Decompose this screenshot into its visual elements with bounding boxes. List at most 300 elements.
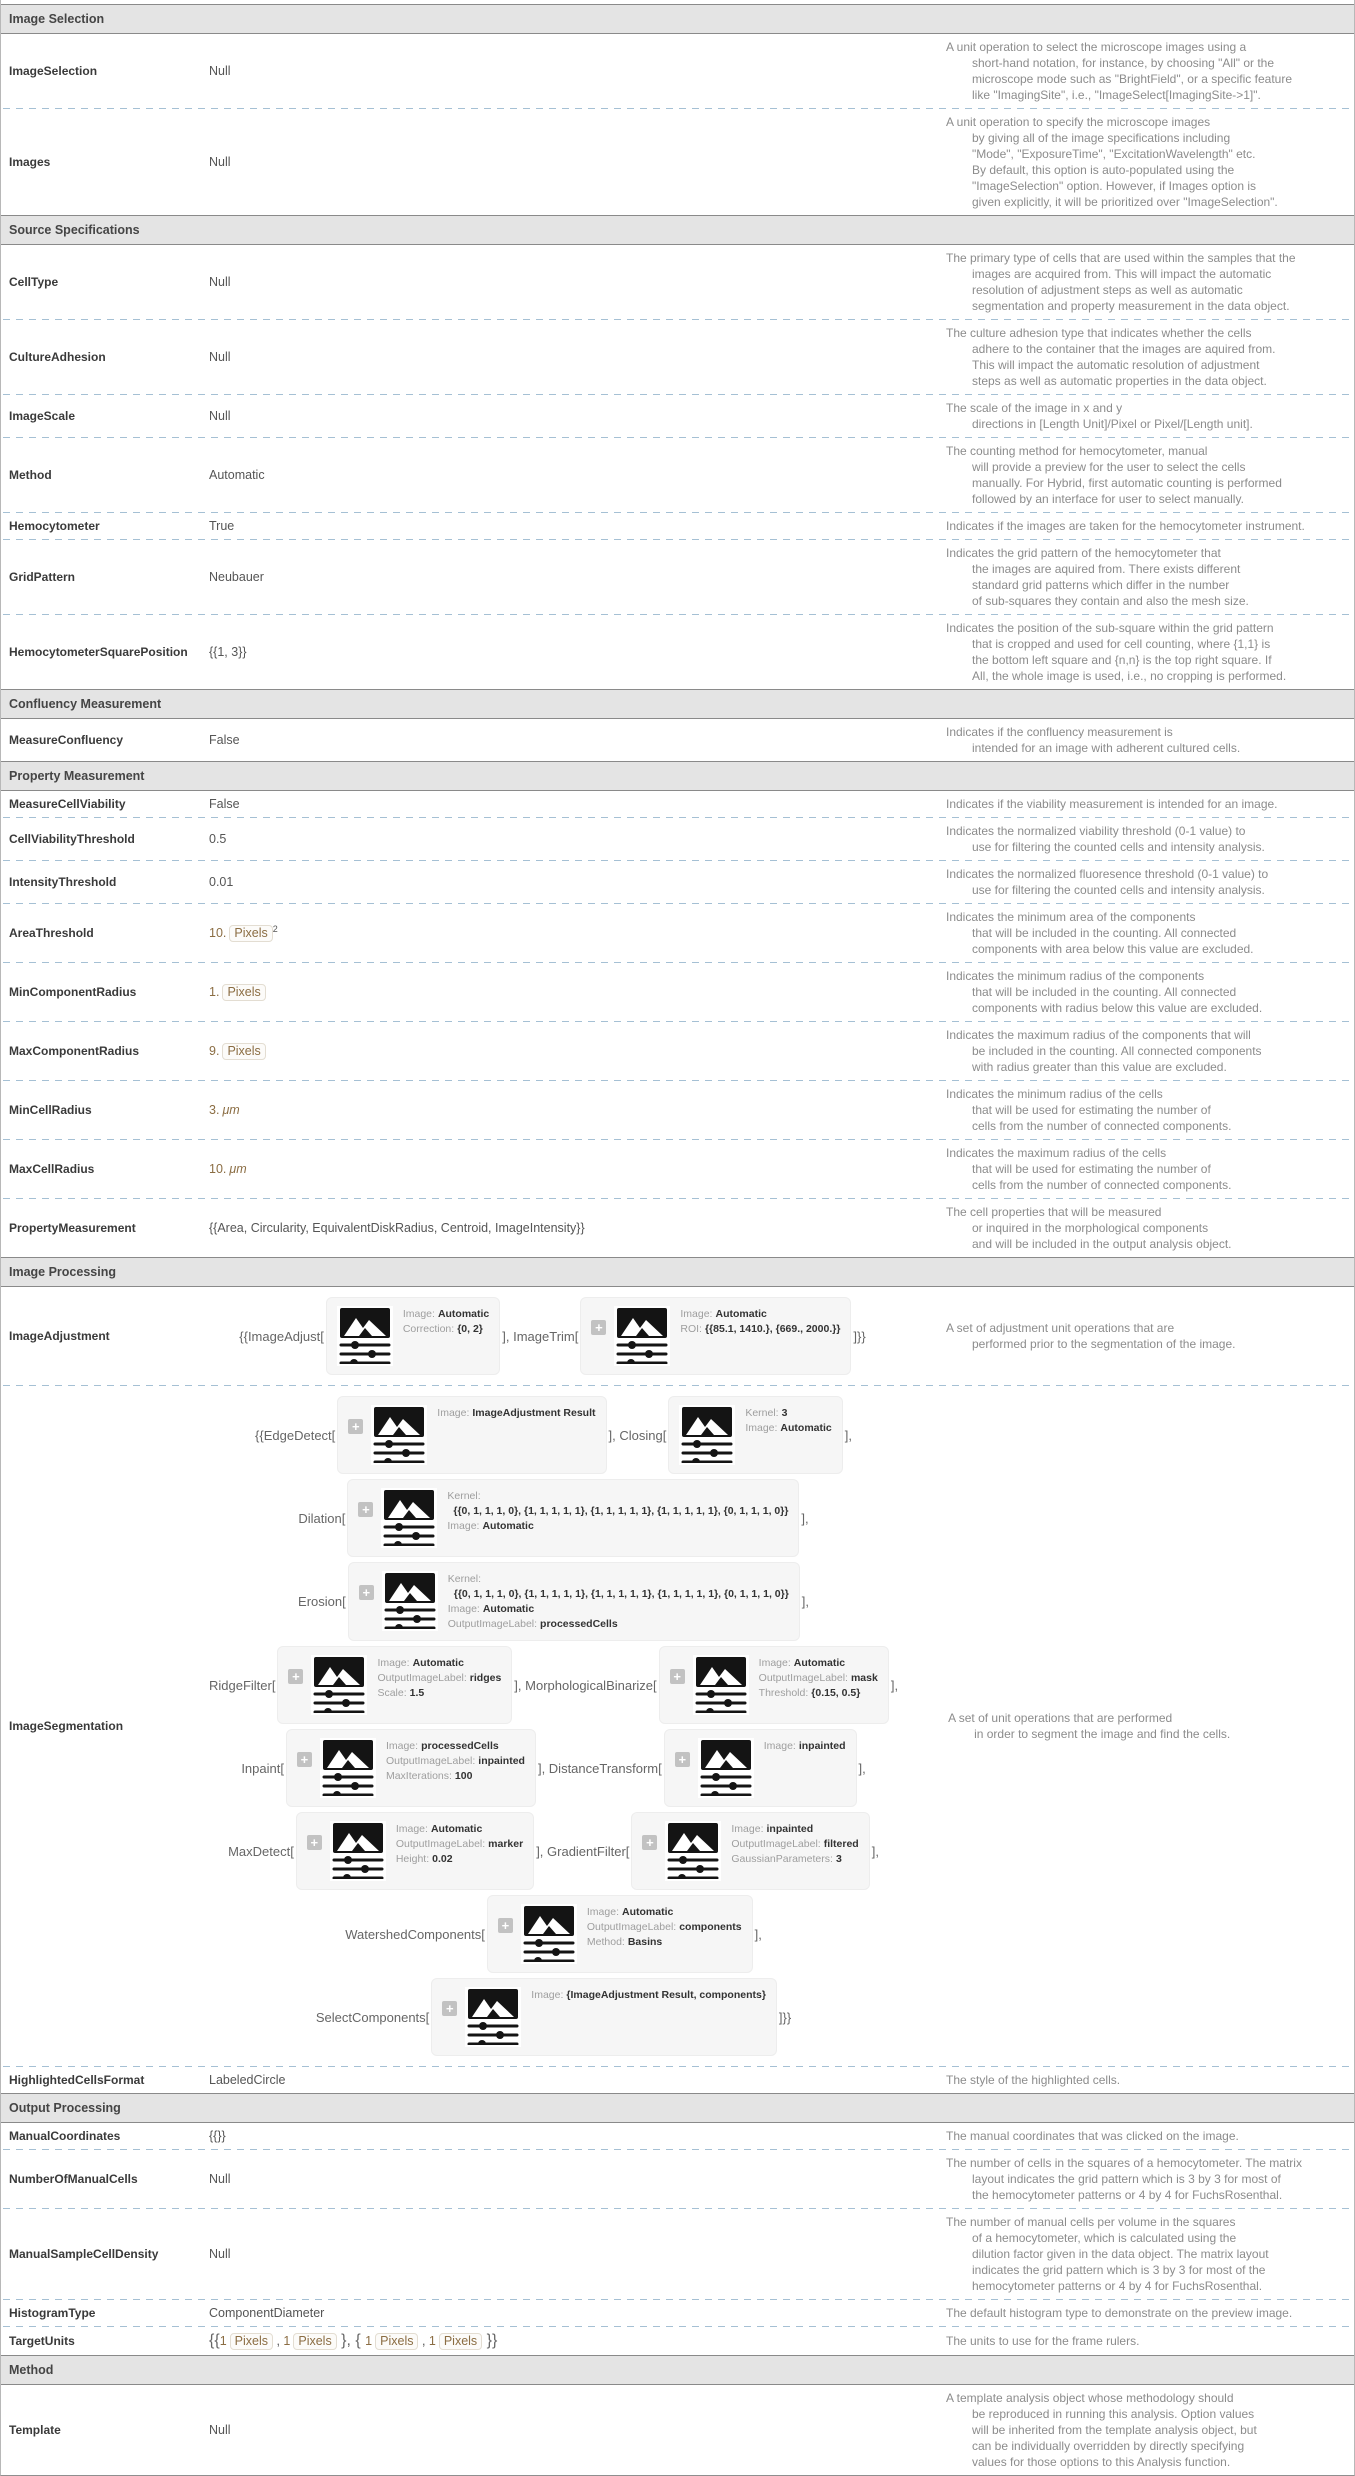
param-value: ImageAdjustment Result <box>472 1407 596 1419</box>
option-value <box>209 350 946 364</box>
unit-label: Pixels <box>222 1043 265 1060</box>
description-line: All, the whole image is used, i.e., no cropping is performed. <box>972 669 1287 683</box>
operation-param <box>448 1602 789 1617</box>
operation-param <box>377 1686 501 1701</box>
option-row <box>1 818 1354 860</box>
description-line: "Mode", "ExposureTime", "ExcitationWavelength" etc. <box>972 147 1256 161</box>
param-label: Image: <box>377 1657 410 1669</box>
option-row <box>1 2067 1354 2093</box>
expression-text: ], ImageTrim[ <box>502 1328 579 1344</box>
option-description <box>946 796 1346 812</box>
operation-param <box>764 1739 846 1754</box>
description-line: Indicates the minimum radius of the components <box>946 969 1205 983</box>
operation-params <box>448 1571 789 1632</box>
option-name: MinComponentRadius <box>9 985 137 999</box>
param-label: Scale: <box>377 1687 407 1699</box>
option-description <box>946 2072 1346 2088</box>
description-line: in order to segment the image and find the cells. <box>974 1727 1231 1741</box>
param-value: ridges <box>469 1672 502 1684</box>
option-row <box>1 1140 1354 1198</box>
option-name: Images <box>9 155 51 169</box>
param-value: Automatic <box>622 1906 674 1918</box>
option-name: HighlightedCellsFormat <box>9 2073 145 2087</box>
param-label: GaussianParameters: <box>731 1853 833 1865</box>
description-line: or inquired in the morphological components <box>972 1221 1209 1235</box>
option-description <box>946 250 1346 314</box>
option-row <box>1 2150 1354 2208</box>
section-header <box>1 2355 1354 2385</box>
description-line: segmentation and property measurement in the data object. <box>972 299 1290 313</box>
description-line: will be inherited from the template analysis object, but <box>972 2423 1257 2437</box>
expression-line <box>209 1895 898 1973</box>
unit-operation-box <box>431 1978 777 2056</box>
param-label: OutputImageLabel: <box>385 1755 476 1767</box>
description-line: "ImageSelection" option. However, if Images option is <box>972 179 1257 193</box>
description-line: by giving all of the image specifications including <box>972 131 1231 145</box>
description-line: directions in [Length Unit]/Pixel or Pixel/[Length unit]. <box>972 417 1253 431</box>
option-name: PropertyMeasurement <box>9 1221 136 1235</box>
param-label: Image: <box>447 1603 480 1615</box>
description-line: Indicates the position of the sub-square within the grid pattern <box>946 621 1274 635</box>
option-row <box>1 513 1354 539</box>
unit-operation-box <box>347 1479 799 1557</box>
description-line: like "ImagingSite", i.e., "ImageSelect[ImagingSite->1]". <box>972 88 1261 102</box>
param-label: Threshold: <box>758 1687 809 1699</box>
param-label: MaxIterations: <box>385 1770 452 1782</box>
param-value: mask <box>850 1672 878 1684</box>
description-line: and will be included in the output analysis object. <box>972 1237 1232 1251</box>
description-line: The style of the highlighted cells. <box>946 2073 1121 2087</box>
description-line: steps as well as automatic properties in the data object. <box>972 374 1267 388</box>
description-line: This will impact the automatic resolution of adjustment <box>972 358 1260 372</box>
param-value: Automatic <box>715 1308 767 1320</box>
option-description <box>946 2333 1346 2349</box>
option-name: IntensityThreshold <box>9 875 117 889</box>
option-description <box>946 1086 1346 1134</box>
description-line: that will be used for estimating the number of <box>972 1162 1211 1176</box>
param-label: OutputImageLabel: <box>377 1672 467 1684</box>
param-value: {0.15, 0.5} <box>811 1687 861 1699</box>
operation-params <box>587 1904 742 1950</box>
value-text: True <box>209 519 235 533</box>
expression-text: {{EdgeDetect[ <box>255 1427 336 1443</box>
description-line: dilution factor given in the data object. The matrix layout <box>972 2247 1269 2261</box>
value-text: Null <box>209 409 231 423</box>
expand-plus-icon[interactable]: + <box>442 2001 457 2016</box>
option-value <box>209 570 946 584</box>
param-value: marker <box>488 1838 524 1850</box>
expression-text: WatershedComponents[ <box>345 1926 485 1942</box>
param-label: Kernel: <box>447 1573 482 1585</box>
value-text: 0.01 <box>209 875 234 889</box>
unit-operation-box <box>659 1646 889 1724</box>
description-line: The manual coordinates that was clicked on the image. <box>946 2129 1239 2143</box>
unit-label: Pixels <box>293 2333 336 2350</box>
image-operation-icon <box>337 1306 393 1366</box>
operation-param <box>396 1837 523 1852</box>
operation-params <box>403 1306 489 1337</box>
expression-text: RidgeFilter[ <box>209 1677 276 1693</box>
description-line: intended for an image with adherent cultured cells. <box>972 741 1241 755</box>
expression-text: ]}} <box>778 2009 792 2025</box>
image-operation-icon <box>521 1904 577 1964</box>
unit-label: Pixels <box>439 2333 482 2350</box>
brace: {{ <box>209 2332 220 2349</box>
option-name: TargetUnits <box>9 2334 75 2348</box>
unit-operation-box <box>296 1812 534 1890</box>
description-line: use for filtering the counted cells and intensity analysis. <box>972 840 1265 854</box>
section-header <box>1 2093 1354 2123</box>
description-line: that will be included in the counting. All connected <box>972 985 1237 999</box>
description-line: The culture adhesion type that indicates whether the cells <box>946 326 1252 340</box>
option-row <box>1 540 1354 614</box>
unit-operation-box <box>631 1812 869 1890</box>
option-row <box>1 1081 1354 1139</box>
param-label: Image: <box>763 1740 796 1752</box>
description-line: cells from the number of connected components. <box>972 1119 1232 1133</box>
description-line: layout indicates the grid pattern which is 3 by 3 for most of <box>972 2172 1281 2186</box>
operation-param <box>448 1617 789 1632</box>
expression-line <box>209 1729 898 1807</box>
param-value: processedCells <box>421 1740 499 1752</box>
expression-text: Erosion[ <box>298 1594 346 1609</box>
expression-text: ], Closing[ <box>608 1427 667 1443</box>
description-line: The scale of the image in x and y <box>946 401 1123 415</box>
value-number: 1. <box>209 984 220 999</box>
option-row <box>1 615 1354 689</box>
image-operation-icon <box>382 1571 438 1631</box>
expand-plus-icon[interactable]: + <box>642 1835 657 1850</box>
option-description <box>946 620 1346 684</box>
description-line: The primary type of cells that are used within the samples that the <box>946 251 1296 265</box>
expand-plus-icon[interactable]: + <box>358 1502 373 1517</box>
option-value <box>209 275 946 289</box>
operation-param <box>377 1656 501 1671</box>
option-value <box>209 1292 946 1380</box>
option-name: ManualSampleCellDensity <box>9 2247 159 2261</box>
expression-text: Inpaint[ <box>241 1760 284 1776</box>
section-title: Image Processing <box>9 1265 116 1279</box>
value-text: LabeledCircle <box>209 2073 286 2087</box>
description-line: Indicates the minimum area of the components <box>946 910 1196 924</box>
description-line: be included in the counting. All connected components <box>972 1044 1262 1058</box>
operation-param <box>531 1988 766 2003</box>
operation-param <box>759 1656 878 1671</box>
expression-line <box>209 1978 898 2056</box>
image-operation-icon <box>320 1738 376 1798</box>
param-label-row <box>447 1489 788 1504</box>
expression-text: {{ImageAdjust[ <box>239 1328 324 1344</box>
description-line: performed prior to the segmentation of the image. <box>972 1337 1236 1351</box>
description-line: A template analysis object whose methodology should <box>946 2391 1234 2405</box>
option-value <box>209 924 946 942</box>
value-text: Null <box>209 2172 231 2186</box>
param-label: OutputImageLabel: <box>586 1921 677 1933</box>
operation-param <box>680 1307 840 1322</box>
option-name: ImageSegmentation <box>9 1719 124 1733</box>
image-operation-icon <box>371 1405 427 1465</box>
description-line: Indicates the minimum radius of the cells <box>946 1087 1163 1101</box>
option-description <box>946 2390 1346 2470</box>
operation-params <box>745 1405 831 1436</box>
description-line: adhere to the container that the images are aquired from. <box>972 342 1276 356</box>
image-operation-icon <box>311 1655 367 1715</box>
description-line: the hemocytometer patterns or 4 by 4 for FuchsRosenthal. <box>972 2188 1283 2202</box>
description-line: the bottom left square and {n,n} is the top right square. If <box>972 653 1272 667</box>
expression-text: ], <box>844 1427 852 1443</box>
option-value <box>209 2332 946 2350</box>
description-line: The cell properties that will be measured <box>946 1205 1162 1219</box>
description-line: Indicates the normalized viability threshold (0-1 value) to <box>946 824 1246 838</box>
option-value <box>209 2073 946 2087</box>
param-value: components <box>679 1921 742 1933</box>
operation-params <box>759 1655 878 1701</box>
param-label: OutputImageLabel: <box>395 1838 486 1850</box>
operation-params <box>386 1738 525 1784</box>
description-line: A unit operation to select the microscope images using a <box>946 40 1247 54</box>
expand-plus-icon[interactable]: + <box>359 1585 374 1600</box>
description-line: Indicates the grid pattern of the hemocytometer that <box>946 546 1221 560</box>
param-label: Image: <box>680 1308 713 1320</box>
expand-plus-icon[interactable]: + <box>297 1752 312 1767</box>
option-name: AreaThreshold <box>9 926 94 940</box>
option-name: HemocytometerSquarePosition <box>9 645 188 659</box>
param-label: Image: <box>385 1740 419 1752</box>
option-value <box>209 2306 946 2320</box>
image-operation-icon <box>614 1306 670 1366</box>
operation-param <box>386 1769 525 1784</box>
description-line: given explicitly, it will be prioritized over "ImageSelection". <box>972 195 1278 209</box>
unit-operation-box <box>664 1729 857 1807</box>
description-line: will provide a preview for the user to select the cells <box>972 460 1246 474</box>
image-operation-icon <box>665 1821 721 1881</box>
option-row <box>1 395 1354 437</box>
option-value <box>209 1103 946 1117</box>
param-label-row <box>448 1572 789 1587</box>
option-value <box>209 468 946 482</box>
param-label: Method: <box>586 1936 625 1948</box>
param-value: 3 <box>781 1407 788 1419</box>
value-text: Null <box>209 2423 231 2437</box>
expression-text: Dilation[ <box>298 1510 346 1526</box>
value-text: Null <box>209 275 231 289</box>
expand-plus-icon[interactable]: + <box>288 1669 303 1684</box>
param-value: Automatic <box>412 1657 464 1669</box>
option-row <box>1 2300 1354 2326</box>
description-line: A set of adjustment unit operations that are <box>946 1321 1175 1335</box>
operation-param <box>587 1905 742 1920</box>
description-line: microscope mode such as "BrightField", or a specific feature <box>972 72 1292 86</box>
unit-label: Pixels <box>229 925 272 942</box>
description-line: Indicates the normalized fluoresence threshold (0-1 value) to <box>946 867 1269 881</box>
expand-plus-icon[interactable]: + <box>348 1419 363 1434</box>
param-label: OutputImageLabel: <box>758 1672 848 1684</box>
expression-text: ]}} <box>853 1328 866 1344</box>
param-value: filtered <box>823 1838 859 1850</box>
value-text: Null <box>209 64 231 78</box>
value-text: , <box>272 2334 284 2348</box>
value-number: 1 <box>219 2334 227 2348</box>
value-number: 10. <box>209 926 227 941</box>
option-name: CultureAdhesion <box>9 350 106 364</box>
option-row <box>1 1386 1354 2066</box>
expression-line <box>209 1479 898 1557</box>
option-value <box>209 64 946 78</box>
operation-params <box>731 1821 858 1867</box>
param-label: Image: <box>758 1657 791 1669</box>
expand-plus-icon[interactable]: + <box>670 1669 685 1684</box>
option-row <box>1 1022 1354 1080</box>
description-line: standard grid patterns which differ in the number <box>972 578 1230 592</box>
option-value <box>209 155 946 169</box>
param-value: {{85.1, 1410.}, {669., 2000.}} <box>704 1323 841 1335</box>
option-description <box>946 823 1346 855</box>
option-value <box>209 875 946 889</box>
image-operation-icon <box>693 1655 749 1715</box>
option-row <box>1 2385 1354 2475</box>
option-description <box>946 518 1346 534</box>
value-text: Null <box>209 2247 231 2261</box>
section-header <box>1 215 1354 245</box>
value-number: 3. <box>209 1103 220 1117</box>
unit-operation-box <box>326 1297 500 1375</box>
operation-param <box>396 1822 523 1837</box>
description-line: cells from the number of connected components. <box>972 1178 1232 1192</box>
option-value <box>209 519 946 533</box>
option-name: MaxComponentRadius <box>9 1044 140 1058</box>
operation-params <box>764 1738 846 1754</box>
description-line: images are acquired from. This will impact the automatic <box>972 267 1272 281</box>
option-name: MeasureConfluency <box>9 733 124 747</box>
unit-label: μm <box>229 1162 247 1176</box>
description-line: Indicates if the viability measurement is intended for an image. <box>946 797 1278 811</box>
param-value: Automatic <box>430 1823 483 1835</box>
section-title: Method <box>9 2363 54 2377</box>
value-text: ComponentDiameter <box>209 2306 325 2320</box>
option-name: ImageSelection <box>9 64 98 78</box>
option-description <box>946 1204 1346 1252</box>
section-header <box>1 4 1354 34</box>
operation-param <box>377 1671 501 1686</box>
param-label: Image: <box>745 1422 778 1434</box>
description-line: components with area below this value are excluded. <box>972 942 1254 956</box>
option-description <box>948 1710 1348 1742</box>
param-label: Height: <box>395 1853 430 1865</box>
value-text: {{Area, Circularity, EquivalentDiskRadius, Centroid, ImageIntensity}} <box>209 1221 585 1235</box>
operation-param <box>447 1519 788 1534</box>
expression-line <box>209 1812 898 1890</box>
param-value: Basins <box>627 1936 663 1948</box>
param-value: inpainted <box>766 1823 814 1835</box>
section-title: Output Processing <box>9 2101 121 2115</box>
option-description <box>946 2155 1346 2203</box>
section-title: Source Specifications <box>9 223 140 237</box>
image-operation-icon <box>465 1987 521 2047</box>
value-text: Neubauer <box>209 570 264 584</box>
option-name: Template <box>9 2423 61 2437</box>
value-number: 1 <box>365 2334 373 2348</box>
expression-text: ], DistanceTransform[ <box>537 1760 662 1776</box>
param-value: Automatic <box>482 1520 534 1532</box>
param-value: 1.5 <box>409 1687 425 1699</box>
expression-line <box>209 1562 898 1641</box>
option-row <box>1 438 1354 512</box>
param-label: Image: <box>731 1823 764 1835</box>
option-name: ImageScale <box>9 409 76 423</box>
option-description <box>946 39 1346 103</box>
section-title: Confluency Measurement <box>9 697 162 711</box>
option-value <box>209 797 946 811</box>
expand-plus-icon[interactable]: + <box>591 1320 606 1335</box>
description-line: that is cropped and used for cell counting, where {1,1} is <box>972 637 1271 651</box>
operation-param <box>386 1739 525 1754</box>
operation-param <box>403 1307 489 1322</box>
option-row <box>1 861 1354 903</box>
operation-params <box>396 1821 523 1867</box>
param-label: OutputImageLabel: <box>731 1838 821 1850</box>
unit-operation-box <box>580 1297 851 1375</box>
brace: }, { <box>336 2332 366 2349</box>
value-text: False <box>209 733 240 747</box>
option-row <box>1 719 1354 761</box>
operation-param <box>587 1920 742 1935</box>
option-description <box>946 909 1346 957</box>
option-value <box>209 1391 948 2061</box>
option-value <box>209 1221 946 1235</box>
expand-plus-icon[interactable]: + <box>675 1752 690 1767</box>
param-label: ROI: <box>680 1323 702 1335</box>
expression-text: ], <box>801 1594 810 1609</box>
param-value: inpainted <box>798 1740 846 1752</box>
image-operation-icon <box>698 1738 754 1798</box>
option-name: CellViabilityThreshold <box>9 832 135 846</box>
operation-params <box>531 1987 766 2003</box>
operation-params <box>377 1655 501 1701</box>
description-line: The default histogram type to demonstrate on the preview image. <box>946 2306 1293 2320</box>
operation-param <box>680 1322 840 1337</box>
option-description <box>946 2305 1346 2321</box>
option-row <box>1 2123 1354 2149</box>
option-name: MinCellRadius <box>9 1103 92 1117</box>
option-value <box>209 1043 946 1060</box>
option-description <box>946 2214 1346 2294</box>
param-label: OutputImageLabel: <box>447 1618 538 1630</box>
option-description <box>946 968 1346 1016</box>
expand-plus-icon[interactable]: + <box>498 1918 513 1933</box>
option-row <box>1 320 1354 394</box>
expression-text: ], <box>754 1926 762 1942</box>
operation-param <box>396 1852 523 1867</box>
operation-param <box>745 1406 831 1421</box>
section-header <box>1 761 1354 791</box>
description-line: The units to use for the frame rulers. <box>946 2334 1140 2348</box>
option-description <box>946 443 1346 507</box>
param-label: Image: <box>447 1520 480 1532</box>
param-value: 100 <box>454 1770 473 1782</box>
operation-params <box>680 1306 840 1337</box>
param-value: Automatic <box>780 1422 832 1434</box>
description-line: manually. For Hybrid, first automatic counting is performed <box>972 476 1282 490</box>
description-line: the images are aquired from. There exists different <box>972 562 1241 576</box>
expand-plus-icon[interactable]: + <box>307 1835 322 1850</box>
value-number: 9. <box>209 1043 220 1058</box>
param-value: Automatic <box>437 1308 490 1320</box>
description-line: Indicates if the images are taken for the hemocytometer instrument. <box>946 519 1305 533</box>
expression-text: ], GradientFilter[ <box>536 1843 630 1859</box>
section-title: Property Measurement <box>9 769 145 783</box>
param-label: Image: <box>531 1989 564 2001</box>
option-description <box>946 325 1346 389</box>
